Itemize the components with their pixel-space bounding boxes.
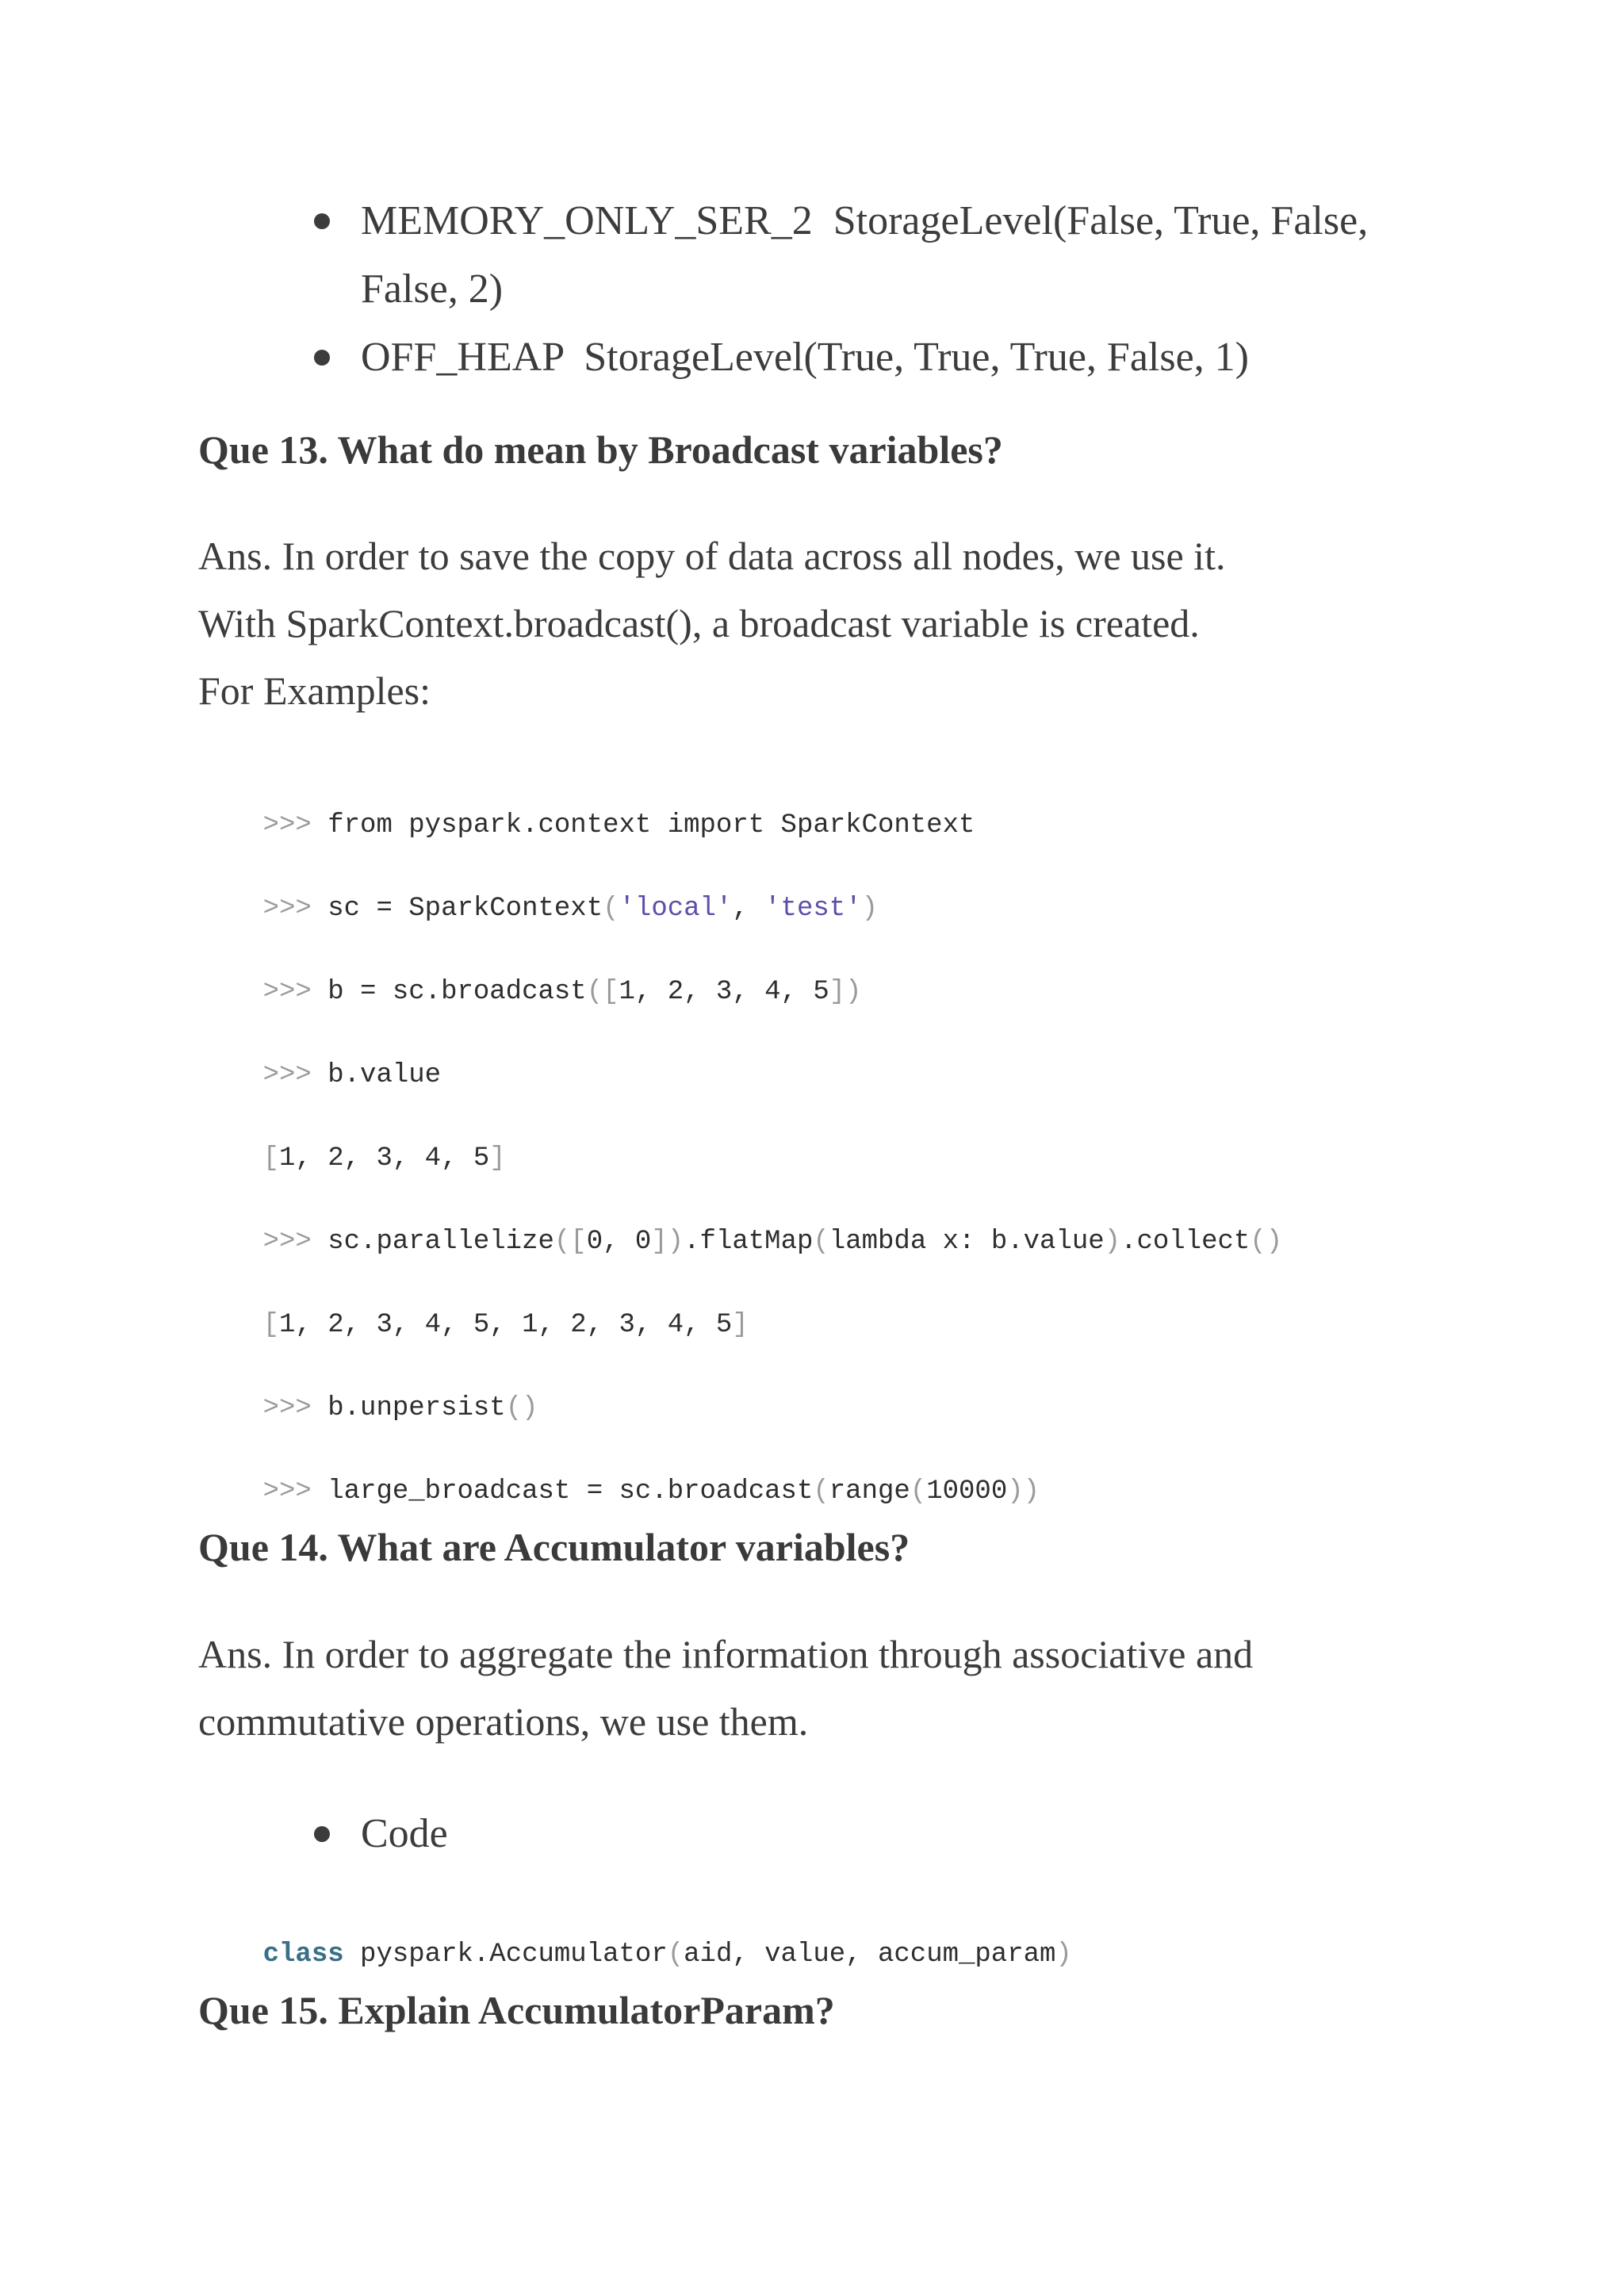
code-line: >>> large_broadcast = sc.broadcast(range(10000))	[262, 1476, 1040, 1507]
code-output-line: [1, 2, 3, 4, 5, 1, 2, 3, 4, 5]	[262, 1310, 749, 1340]
code-prompt: >>>	[262, 894, 312, 924]
code-line: >>> sc = SparkContext('local', 'test')	[262, 894, 878, 924]
question-heading: Que 15. Explain AccumulatorParam?	[198, 1988, 835, 2032]
question-heading: Que 13. What do mean by Broadcast variables?	[198, 427, 1003, 472]
answer-line: With SparkContext.broadcast(), a broadcast variable is created.	[198, 601, 1200, 645]
code-prompt: >>>	[262, 1060, 312, 1090]
list-item-text: Code	[361, 1811, 448, 1856]
code-prompt: >>>	[262, 1227, 312, 1257]
code-line: >>> b = sc.broadcast([1, 2, 3, 4, 5])	[262, 977, 862, 1007]
code-prompt: >>>	[262, 1393, 312, 1423]
code-line: class pyspark.Accumulator(aid, value, accum_param)	[262, 1940, 1072, 1970]
code-prompt: >>>	[262, 977, 312, 1007]
code-keyword: class	[262, 1940, 344, 1970]
code-line: >>> b.value	[262, 1060, 442, 1090]
answer-line: commutative operations, we use them.	[198, 1699, 809, 1744]
answer-line: Ans. In order to aggregate the information through associative and	[198, 1632, 1254, 1676]
list-item-text-continued: False, 2)	[361, 266, 504, 312]
list-item-text: OFF_HEAP StorageLevel(True, True, True, False, 1)	[361, 335, 1249, 380]
bullet-icon	[314, 1826, 330, 1842]
question-heading: Que 14. What are Accumulator variables?	[198, 1525, 910, 1569]
bullet-icon	[314, 213, 330, 229]
answer-line: For Examples:	[198, 668, 431, 713]
code-line: >>> b.unpersist()	[262, 1393, 538, 1423]
answer-line: Ans. In order to save the copy of data across all nodes, we use it.	[198, 534, 1226, 578]
code-prompt: >>>	[262, 1476, 312, 1507]
code-prompt: >>>	[262, 810, 312, 841]
code-line: >>> sc.parallelize([0, 0]).flatMap(lambda x: b.value).collect()	[262, 1227, 1283, 1257]
code-output-line: [1, 2, 3, 4, 5]	[262, 1143, 506, 1174]
list-item-text: MEMORY_ONLY_SER_2 StorageLevel(False, True, False,	[361, 198, 1369, 243]
bullet-icon	[314, 350, 330, 366]
code-line: >>> from pyspark.context import SparkContext	[262, 810, 975, 841]
